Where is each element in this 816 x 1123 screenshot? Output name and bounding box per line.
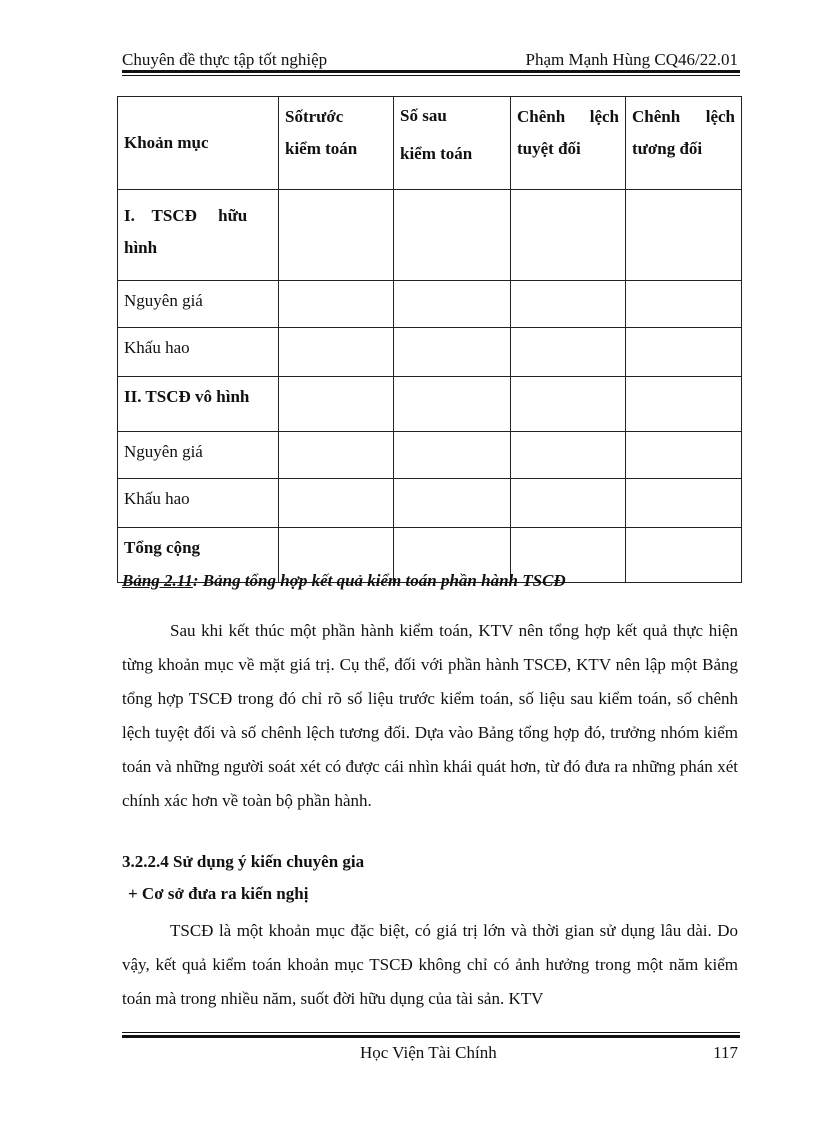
header-rule-thick: [122, 70, 740, 73]
row-label-nguyen-gia: Nguyên giá: [118, 281, 279, 328]
sub-heading: + Cơ sở đưa ra kiến nghị: [128, 884, 309, 903]
row-label-tscd-huu-hinh: [118, 190, 279, 281]
row-label-nguyen-gia: Nguyên giá: [118, 432, 279, 479]
cell-empty: [394, 328, 511, 377]
footer-institution: Học Viện Tài Chính: [360, 1043, 497, 1062]
row-label-tscd-vo-hinh: II. TSCĐ vô hình: [118, 377, 279, 432]
header-chenh-lech-tuyet-doi: [511, 97, 626, 190]
table-row: [118, 432, 742, 479]
row-label-khau-hao: Khấu hao: [118, 328, 279, 377]
header-so-sau-line2: kiểm toán: [400, 144, 473, 163]
cell-empty: [279, 281, 394, 328]
cell-empty: [511, 281, 626, 328]
cell-empty: [626, 479, 742, 528]
body-paragraph: TSCĐ là một khoản mục đặc biệt, có giá trị lớn và thời gian sử dụng lâu dài. Do vậy, kết quả kiểm toán khoản mục TSCĐ không chỉ có ảnh hưởng trong một năm kiểm toán mà trong nhiều năm, suốt đời hữu dụng của tài sản. KTV: [122, 921, 738, 1008]
cell-empty: [279, 328, 394, 377]
table-row: [118, 328, 742, 377]
table-caption: [122, 571, 566, 591]
header-khoan-muc: Khoản mục: [118, 97, 279, 190]
cell-empty: [279, 479, 394, 528]
section-heading: 3.2.2.4 Sử dụng ý kiến chuyên gia: [122, 852, 365, 871]
caption-number: Bảng 2.11: [122, 571, 193, 590]
cell-empty: [626, 328, 742, 377]
table-row: [118, 281, 742, 328]
header-rule-thin: [122, 75, 740, 76]
header-so-truoc-line1: Sốtrước: [285, 107, 344, 126]
cell-empty: [511, 328, 626, 377]
cell-empty: [279, 377, 394, 432]
cell-empty: [511, 377, 626, 432]
cell-empty: [394, 479, 511, 528]
cell-empty: [626, 190, 742, 281]
cell-empty: [394, 281, 511, 328]
header-author: Phạm Mạnh Hùng CQ46/22.01: [525, 50, 738, 69]
header-cltgd-line1: Chênh lệch: [632, 107, 735, 126]
header-chenh-lech-tuong-doi: [626, 97, 742, 190]
cell-empty: [626, 377, 742, 432]
cell-empty: [511, 190, 626, 281]
table-row: [118, 479, 742, 528]
row-label-tong-cong: Tổng cộng: [118, 528, 279, 583]
header-cltgd-line2: tương đối: [632, 139, 703, 158]
page-number: 117: [713, 1043, 738, 1062]
table-row: [118, 377, 742, 432]
table-row: [118, 190, 742, 281]
row-label-khau-hao: Khấu hao: [118, 479, 279, 528]
cell-empty: [626, 432, 742, 479]
footer-rule-thick: [122, 1035, 740, 1038]
cell-empty: [279, 190, 394, 281]
caption-text: : Bảng tổng hợp kết quả kiểm toán phần hành TSCĐ: [192, 571, 566, 590]
header-cltd-line1: Chênh lệch: [517, 107, 619, 126]
audit-summary-table: [117, 96, 742, 583]
cell-empty: [626, 528, 742, 583]
row-label-line2: hình: [124, 238, 158, 257]
header-cltd-line2: tuyệt đối: [517, 139, 581, 158]
cell-empty: [394, 377, 511, 432]
row-label-line1: I. TSCĐ hữu: [124, 206, 248, 225]
table-header-row: [118, 97, 742, 190]
header-so-truoc: [279, 97, 394, 190]
cell-empty: [511, 479, 626, 528]
header-so-truoc-line2: kiểm toán: [285, 139, 358, 158]
cell-empty: [279, 432, 394, 479]
header-so-sau-line1: Số sau: [400, 106, 447, 125]
cell-empty: [511, 432, 626, 479]
page-header: [122, 46, 738, 70]
cell-empty: [394, 432, 511, 479]
cell-empty: [626, 281, 742, 328]
cell-empty: [394, 190, 511, 281]
header-title: Chuyên đề thực tập tốt nghiệp: [122, 50, 328, 69]
body-paragraph: Sau khi kết thúc một phần hành kiểm toán, KTV nên tổng hợp kết quả thực hiện từng khoản mục về mặt giá trị. Cụ thể, đối với phần hành TSCĐ, KTV nên lập một Bảng tổng hợp TSCĐ trong đó chỉ rõ số liệu trước kiểm toán, số liệu sau kiểm toán, số chênh lệch tuyệt đối và số chênh lệch tương đối. Dựa vào Bảng tổng hợp đó, trưởng nhóm kiểm toán và những người soát xét có được cái nhìn khái quát hơn, từ đó đưa ra những phán xét chính xác hơn về toàn bộ phần hành.: [122, 621, 738, 810]
header-so-sau: [394, 97, 511, 190]
footer-rule-thin: [122, 1032, 740, 1033]
